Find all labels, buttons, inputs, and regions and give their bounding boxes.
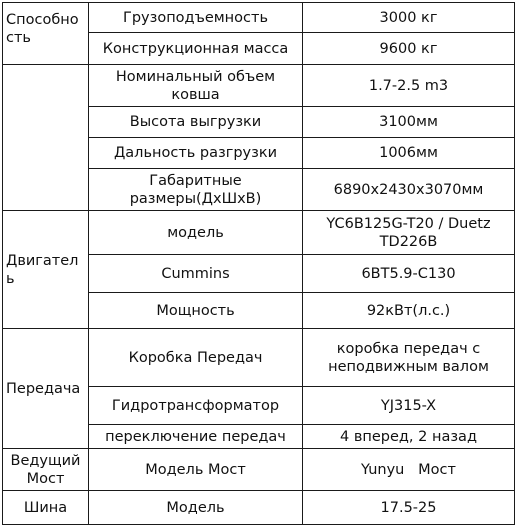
param-cell: переключение передач — [89, 425, 303, 449]
param-cell: Габаритные размеры(ДхШхВ) — [89, 169, 303, 211]
table-row — [3, 329, 515, 387]
table-row — [3, 449, 515, 491]
value-cell: 6BT5.9-C130 — [303, 255, 515, 293]
value-cell: 9600 кг — [303, 33, 515, 65]
param-cell: Конструкционная масса — [89, 33, 303, 65]
value-cell: 92кВт(л.с.) — [303, 293, 515, 329]
param-cell: Модель — [89, 491, 303, 525]
param-cell: Дальность разгрузки — [89, 138, 303, 169]
category-cell: Двигатель — [3, 211, 89, 329]
value-cell: 4 вперед, 2 назад — [303, 425, 515, 449]
category-cell: Шина — [3, 491, 89, 525]
category-cell: Передача — [3, 329, 89, 449]
param-cell: Номинальный объем ковша — [89, 65, 303, 107]
param-cell: Высота выгрузки — [89, 107, 303, 138]
param-cell: Коробка Передач — [89, 329, 303, 387]
table-row — [3, 211, 515, 255]
category-cell-empty — [3, 65, 89, 211]
param-cell: Мощность — [89, 293, 303, 329]
value-cell: 1006мм — [303, 138, 515, 169]
value-cell: YC6B125G-T20 / Duetz TD226B — [303, 211, 515, 255]
value-cell: 17.5-25 — [303, 491, 515, 525]
param-cell: Гидротрансформатор — [89, 387, 303, 425]
value-cell: Yunyu Мост — [303, 449, 515, 491]
category-cell: Ведущий Мост — [3, 449, 89, 491]
value-cell: 3000 кг — [303, 3, 515, 33]
table-row — [3, 65, 515, 107]
param-cell: модель — [89, 211, 303, 255]
value-cell: 1.7-2.5 m3 — [303, 65, 515, 107]
spec-table — [2, 2, 515, 525]
value-cell: 6890x2430x3070мм — [303, 169, 515, 211]
param-cell: Модель Мост — [89, 449, 303, 491]
param-cell: Грузоподъемность — [89, 3, 303, 33]
value-cell: коробка передач с неподвижным валом — [303, 329, 515, 387]
param-cell: Cummins — [89, 255, 303, 293]
category-cell: Способность — [3, 3, 89, 65]
table-row — [3, 491, 515, 525]
table-row — [3, 3, 515, 33]
value-cell: YJ315-X — [303, 387, 515, 425]
value-cell: 3100мм — [303, 107, 515, 138]
